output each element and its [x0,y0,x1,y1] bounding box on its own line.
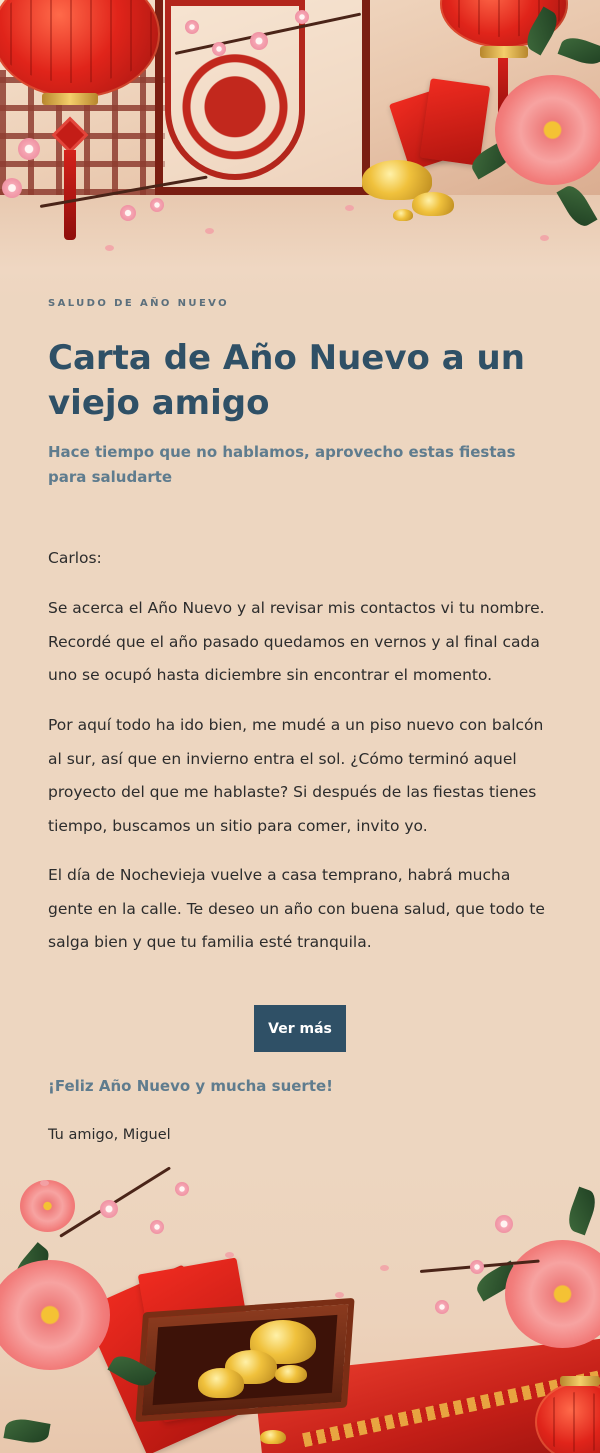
petal-icon [335,1292,344,1298]
blossom-icon [150,198,164,212]
table-surface [0,195,600,300]
petal-icon [345,205,354,211]
petal-icon [205,228,214,234]
blossom-icon [185,20,199,34]
petal-icon [540,235,549,241]
petal-icon [380,1265,389,1271]
blossom-icon [435,1300,449,1314]
gold-coin-icon [393,209,413,221]
eyebrow-label: SALUDO DE AÑO NUEVO [48,298,230,309]
blossom-icon [470,1260,484,1274]
page-title: Carta de Año Nuevo a un viejo amigo [48,338,525,423]
blossom-icon [250,32,268,50]
letter-paragraph: El día de Nochevieja vuelve a casa temprano, habrá mucha gente en la calle. Te deseo un año con buena salud, que todo te salga bien y que tu familia esté tranquila. [48,866,545,951]
peony-flower-icon [495,75,600,185]
petal-icon [225,1252,234,1258]
peony-flower-icon [505,1240,600,1348]
page-subtitle: Hace tiempo que no hablamos, aprovecho estas fiestas para saludarte [48,443,516,486]
lantern-cap [560,1376,600,1386]
gold-ingot-icon [198,1368,244,1398]
leaf-icon [564,1187,600,1236]
gold-ingot-icon [412,192,454,216]
petal-icon [40,1180,49,1186]
petal-icon [105,245,114,251]
gold-coin-icon [260,1430,286,1444]
leaf-icon [3,1416,50,1445]
letter-paragraph: Se acerca el Año Nuevo y al revisar mis contactos vi tu nombre. Recordé que el año pasado quedamos en vernos y al final cada uno se ocupó hasta diciembre sin encontrar el momento. [48,599,545,684]
blossom-icon [495,1215,513,1233]
blossom-icon [175,1182,189,1196]
tassel-left-icon [64,150,76,240]
gold-coin-icon [275,1365,307,1383]
letter-paragraph: Por aquí todo ha ido bien, me mudé a un piso nuevo con balcón al sur, así que en invierno entra el sol. ¿Cómo terminó aquel proyecto del que me hablaste? Si después de las fiestas tienes tiempo, buscamos un sitio para comer, invito yo. [48,716,544,835]
blossom-icon [2,178,22,198]
see-more-button[interactable]: Ver más [254,1005,346,1052]
blossom-icon [120,205,136,221]
lantern-bottom-cap-right [480,46,528,58]
peony-flower-icon [0,1260,110,1370]
header-illustration [0,0,600,300]
signature: Tu amigo, Miguel [48,1127,171,1143]
closing-wish: ¡Feliz Año Nuevo y mucha suerte! [48,1077,333,1095]
blossom-icon [150,1220,164,1234]
letter-greeting: Carlos: [48,549,102,567]
footer-illustration [0,1160,600,1453]
blossom-icon [295,10,309,24]
blossom-icon [212,42,226,56]
blossom-icon [18,138,40,160]
blossom-icon [100,1200,118,1218]
peony-bud-icon [20,1180,75,1232]
lantern-bottom-cap-left [42,93,98,105]
